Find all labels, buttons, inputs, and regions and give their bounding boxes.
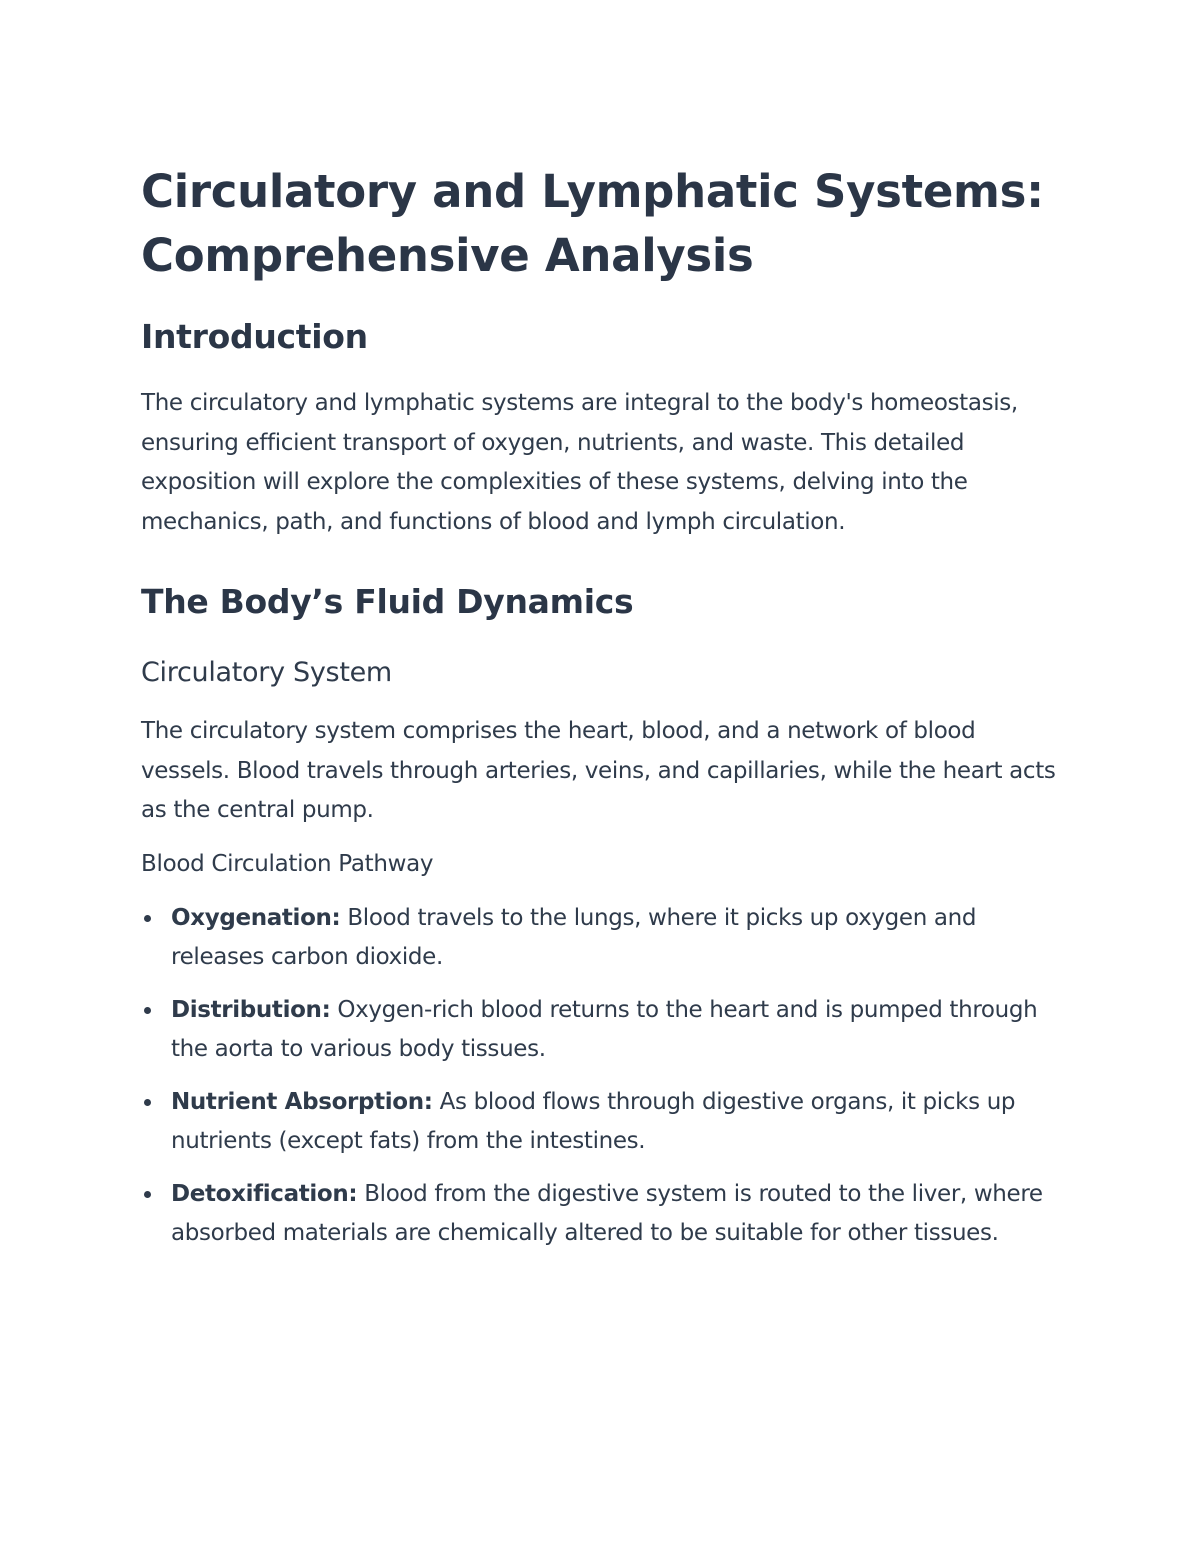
document-title <box>141 160 1066 288</box>
document-title-line1: Circulatory and Lymphatic Systems: <box>141 165 1044 218</box>
list-item-term: Nutrient Absorption: <box>171 1088 433 1115</box>
list-item-term: Detoxification: <box>171 1180 358 1207</box>
list-item-term: Distribution: <box>171 996 331 1023</box>
list-item-text: Blood travels to the lungs, where it picks up oxygen and releases carbon dioxide. <box>171 904 977 970</box>
list-item <box>141 991 1066 1070</box>
list-item-text: Blood from the digestive system is routed to the liver, where absorbed materials are chemically altered to be suitable for other tissues. <box>171 1180 1043 1246</box>
document-page <box>141 160 1066 1267</box>
introduction-paragraph: The circulatory and lymphatic systems are integral to the body's homeostasis, ensuring efficient transport of oxygen, nutrients, and waste. This detailed exposition will explore the complexities of these systems, delving into the mechanics, path, and functions of blood and lymph circulation. <box>141 390 1018 535</box>
pathway-heading: Blood Circulation Pathway <box>141 850 434 877</box>
circulatory-system-heading: Circulatory System <box>141 657 392 688</box>
bullet-icon <box>144 1191 151 1198</box>
list-item-term: Oxygenation: <box>171 904 341 931</box>
list-item <box>141 1175 1066 1254</box>
circulatory-system-paragraph: The circulatory system comprises the heart, blood, and a network of blood vessels. Blood travels through arteries, veins, and capillaries, while the heart acts as the central pump. <box>141 718 1056 823</box>
pathway-list <box>141 899 1066 1254</box>
bullet-icon <box>144 1007 151 1014</box>
fluid-dynamics-heading: The Body’s Fluid Dynamics <box>141 582 634 621</box>
list-item-text: Oxygen-rich blood returns to the heart and is pumped through the aorta to various body tissues. <box>171 996 1038 1062</box>
list-item <box>141 899 1066 978</box>
list-item <box>141 1083 1066 1162</box>
introduction-heading: Introduction <box>141 317 368 356</box>
bullet-icon <box>144 915 151 922</box>
bullet-icon <box>144 1099 151 1106</box>
list-item-text: As blood flows through digestive organs, it picks up nutrients (except fats) from the intestines. <box>171 1088 1016 1154</box>
document-title-line2: Comprehensive Analysis <box>141 229 754 282</box>
